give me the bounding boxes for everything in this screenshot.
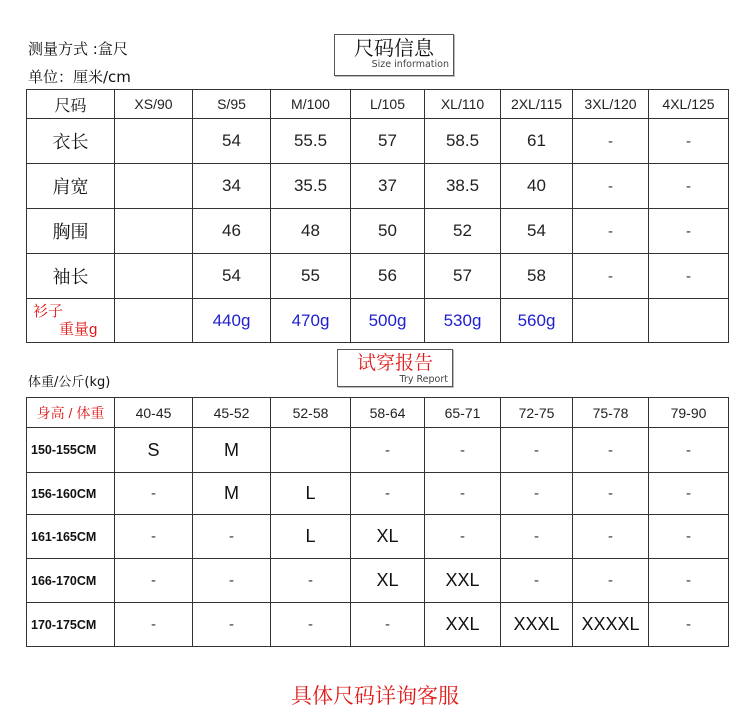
weight-cell: 530g (425, 299, 501, 343)
table-cell: 48 (271, 209, 351, 254)
size-col-header: M/100 (271, 90, 351, 119)
table-cell: 54 (193, 254, 271, 299)
table-cell: - (649, 559, 729, 603)
table-cell: - (425, 428, 501, 473)
table-cell: XXXL (501, 603, 573, 647)
try-report-table (26, 397, 729, 647)
table-cell: - (193, 515, 271, 559)
table-cell: XXXXL (573, 603, 649, 647)
table-cell: 35.5 (271, 164, 351, 209)
table-cell: L (271, 515, 351, 559)
table-cell: - (115, 603, 193, 647)
table-row (27, 209, 729, 254)
try-report-title-main: 试穿报告 (356, 352, 433, 374)
table-cell: XL (351, 559, 425, 603)
weight-label-line2: 重量g (59, 320, 98, 338)
weight-col-header: 52-58 (271, 398, 351, 428)
weight-col-header: 79-90 (649, 398, 729, 428)
table-row (27, 119, 729, 164)
table-cell: - (573, 209, 649, 254)
size-col-header: 2XL/115 (501, 90, 573, 119)
table-row (27, 515, 729, 559)
size-info-title (334, 34, 454, 76)
table-cell: L (271, 473, 351, 515)
table-cell: - (501, 515, 573, 559)
footer-note: 具体尺码详询客服 (291, 684, 459, 708)
weight-unit-label: 体重/公斤(kg) (28, 375, 111, 390)
height-label: 161-165CM (27, 515, 115, 559)
weight-cell (649, 299, 729, 343)
table-cell: 38.5 (425, 164, 501, 209)
size-col-header: L/105 (351, 90, 425, 119)
table-cell: - (649, 515, 729, 559)
table-cell: - (573, 119, 649, 164)
size-info-title-main: 尺码信息 (354, 36, 434, 60)
table-cell: - (573, 164, 649, 209)
table-cell (115, 254, 193, 299)
table-row (27, 428, 729, 473)
table-cell: - (351, 473, 425, 515)
table-cell: 50 (351, 209, 425, 254)
table-cell: - (193, 559, 271, 603)
table-cell: XXL (425, 603, 501, 647)
table-cell (115, 119, 193, 164)
table-cell: XL (351, 515, 425, 559)
weight-col-header: 58-64 (351, 398, 425, 428)
unit-label: 单位：厘米/cm (28, 68, 131, 86)
table-cell: 57 (351, 119, 425, 164)
table-row (27, 473, 729, 515)
weight-cell: 500g (351, 299, 425, 343)
table-cell: - (649, 473, 729, 515)
weight-col-header: 72-75 (501, 398, 573, 428)
table-cell: - (649, 119, 729, 164)
table-cell (115, 209, 193, 254)
table-row (27, 603, 729, 647)
size-col-header: 4XL/125 (649, 90, 729, 119)
table-cell: 58 (501, 254, 573, 299)
try-table-corner: 身高 / 体重 (27, 398, 115, 428)
weight-cell: 440g (193, 299, 271, 343)
table-cell: - (573, 428, 649, 473)
table-cell: - (115, 515, 193, 559)
size-col-header: 3XL/120 (573, 90, 649, 119)
height-label: 166-170CM (27, 559, 115, 603)
table-cell: 40 (501, 164, 573, 209)
table-cell: - (573, 515, 649, 559)
weight-row (27, 299, 729, 343)
try-report-title (337, 349, 453, 387)
weight-col-header: 75-78 (573, 398, 649, 428)
table-cell: 54 (501, 209, 573, 254)
weight-row-label (27, 299, 115, 343)
table-cell: 61 (501, 119, 573, 164)
size-col-header: S/95 (193, 90, 271, 119)
table-cell: - (501, 473, 573, 515)
table-cell: - (649, 603, 729, 647)
size-table-corner: 尺码 (27, 90, 115, 119)
table-cell: - (271, 603, 351, 647)
table-cell (115, 164, 193, 209)
table-cell: - (649, 428, 729, 473)
size-table (26, 89, 729, 343)
weight-label-line1: 衫子 (33, 302, 64, 320)
try-report-title-sub: Try Report (399, 374, 448, 385)
weight-cell (115, 299, 193, 343)
size-col-header: XS/90 (115, 90, 193, 119)
table-cell: - (115, 559, 193, 603)
table-cell (271, 428, 351, 473)
weight-col-header: 40-45 (115, 398, 193, 428)
table-cell: M (193, 473, 271, 515)
table-cell: - (351, 428, 425, 473)
row-label: 胸围 (27, 209, 115, 254)
table-cell: 46 (193, 209, 271, 254)
weight-col-header: 45-52 (193, 398, 271, 428)
row-label: 袖长 (27, 254, 115, 299)
table-cell: 37 (351, 164, 425, 209)
table-cell: - (115, 473, 193, 515)
table-cell: - (193, 603, 271, 647)
table-cell: 58.5 (425, 119, 501, 164)
height-label: 170-175CM (27, 603, 115, 647)
table-cell: XXL (425, 559, 501, 603)
table-cell: - (271, 559, 351, 603)
table-cell: - (501, 428, 573, 473)
row-label: 衣长 (27, 119, 115, 164)
table-cell: - (649, 209, 729, 254)
size-col-header: XL/110 (425, 90, 501, 119)
table-cell: 55 (271, 254, 351, 299)
table-cell: 56 (351, 254, 425, 299)
table-cell: 54 (193, 119, 271, 164)
weight-cell: 560g (501, 299, 573, 343)
height-label: 150-155CM (27, 428, 115, 473)
weight-cell (573, 299, 649, 343)
size-info-title-sub: Size information (371, 59, 449, 70)
table-row (27, 254, 729, 299)
height-label: 156-160CM (27, 473, 115, 515)
table-cell: M (193, 428, 271, 473)
table-cell: S (115, 428, 193, 473)
table-cell: - (501, 559, 573, 603)
table-cell: - (573, 559, 649, 603)
table-cell: 57 (425, 254, 501, 299)
table-row (27, 164, 729, 209)
table-cell: - (573, 254, 649, 299)
table-cell: - (425, 515, 501, 559)
table-cell: 52 (425, 209, 501, 254)
table-cell: - (351, 603, 425, 647)
weight-cell: 470g (271, 299, 351, 343)
measure-method: 测量方式 :盒尺 (28, 40, 128, 58)
row-label: 肩宽 (27, 164, 115, 209)
table-cell: - (573, 473, 649, 515)
table-cell: - (649, 254, 729, 299)
table-cell: - (425, 473, 501, 515)
table-cell: 55.5 (271, 119, 351, 164)
weight-col-header: 65-71 (425, 398, 501, 428)
table-cell: 34 (193, 164, 271, 209)
table-cell: - (649, 164, 729, 209)
table-row (27, 559, 729, 603)
